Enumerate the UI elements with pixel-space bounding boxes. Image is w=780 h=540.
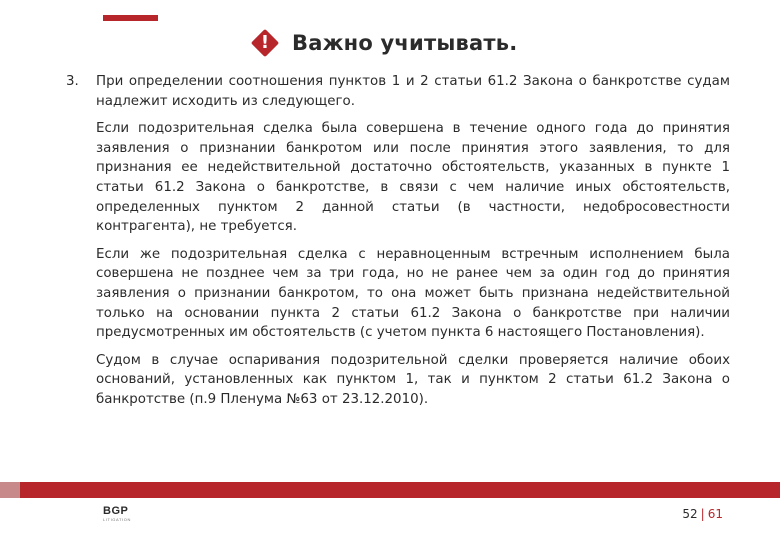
paragraph-3: Судом в случае оспаривания подозрительной сделки проверяется наличие обоих оснований, установленных как пунктом 1, так и пунктом 2 статьи 61.2 Закона о банкротстве (п.9 Пленума №63 от 23.12.2010). (96, 352, 730, 407)
warning-symbol: ! (260, 32, 270, 53)
page-total: 61 (707, 507, 723, 521)
paragraph-2: Если же подозрительная сделка с неравноценным встречным исполнением была совершена не позднее чем за три года, но не ранее чем за один год до принятия заявления о признании банкротом, то она может быть признана недействительной только на основании пункта 2 статьи 61.2 Закона о банкротстве при наличии предусмотренных им обстоятельств (с учетом пункта 6 настоящего Постановления). (96, 246, 730, 341)
page-current: 52 (682, 507, 698, 521)
warning-diamond-icon (248, 26, 282, 60)
company-logo (103, 505, 143, 523)
footer-band (0, 482, 780, 498)
slide-heading (248, 26, 517, 60)
page-title: Важно учитывать. (292, 31, 518, 55)
paragraph-1: Если подозрительная сделка была совершена в течение одного года до принятия заявления о признании банкротом или после принятия этого заявления, то для признания ее недействительной достаточно обстоятельств, указанных в пункте 1 статьи 61.2 Закона о банкротстве, в связи с чем наличие иных обстоятельств, определенных пунктом 2 данной статьи (в частности, недобросовестности контрагента), не требуется. (96, 121, 730, 235)
logo-text: BGP (103, 505, 129, 517)
page-number (682, 507, 723, 521)
top-accent-bar (103, 15, 158, 21)
logo-subtext: LITIGATION (103, 517, 131, 522)
page-separator: | (700, 507, 705, 521)
point-number: 3. (66, 74, 79, 89)
numbered-point (66, 72, 730, 111)
point-text: При определении соотношения пунктов 1 и 2 статьи 61.2 Закона о банкротстве судам надлежит исходить из следующего. (96, 74, 730, 109)
slide-content (66, 72, 730, 410)
